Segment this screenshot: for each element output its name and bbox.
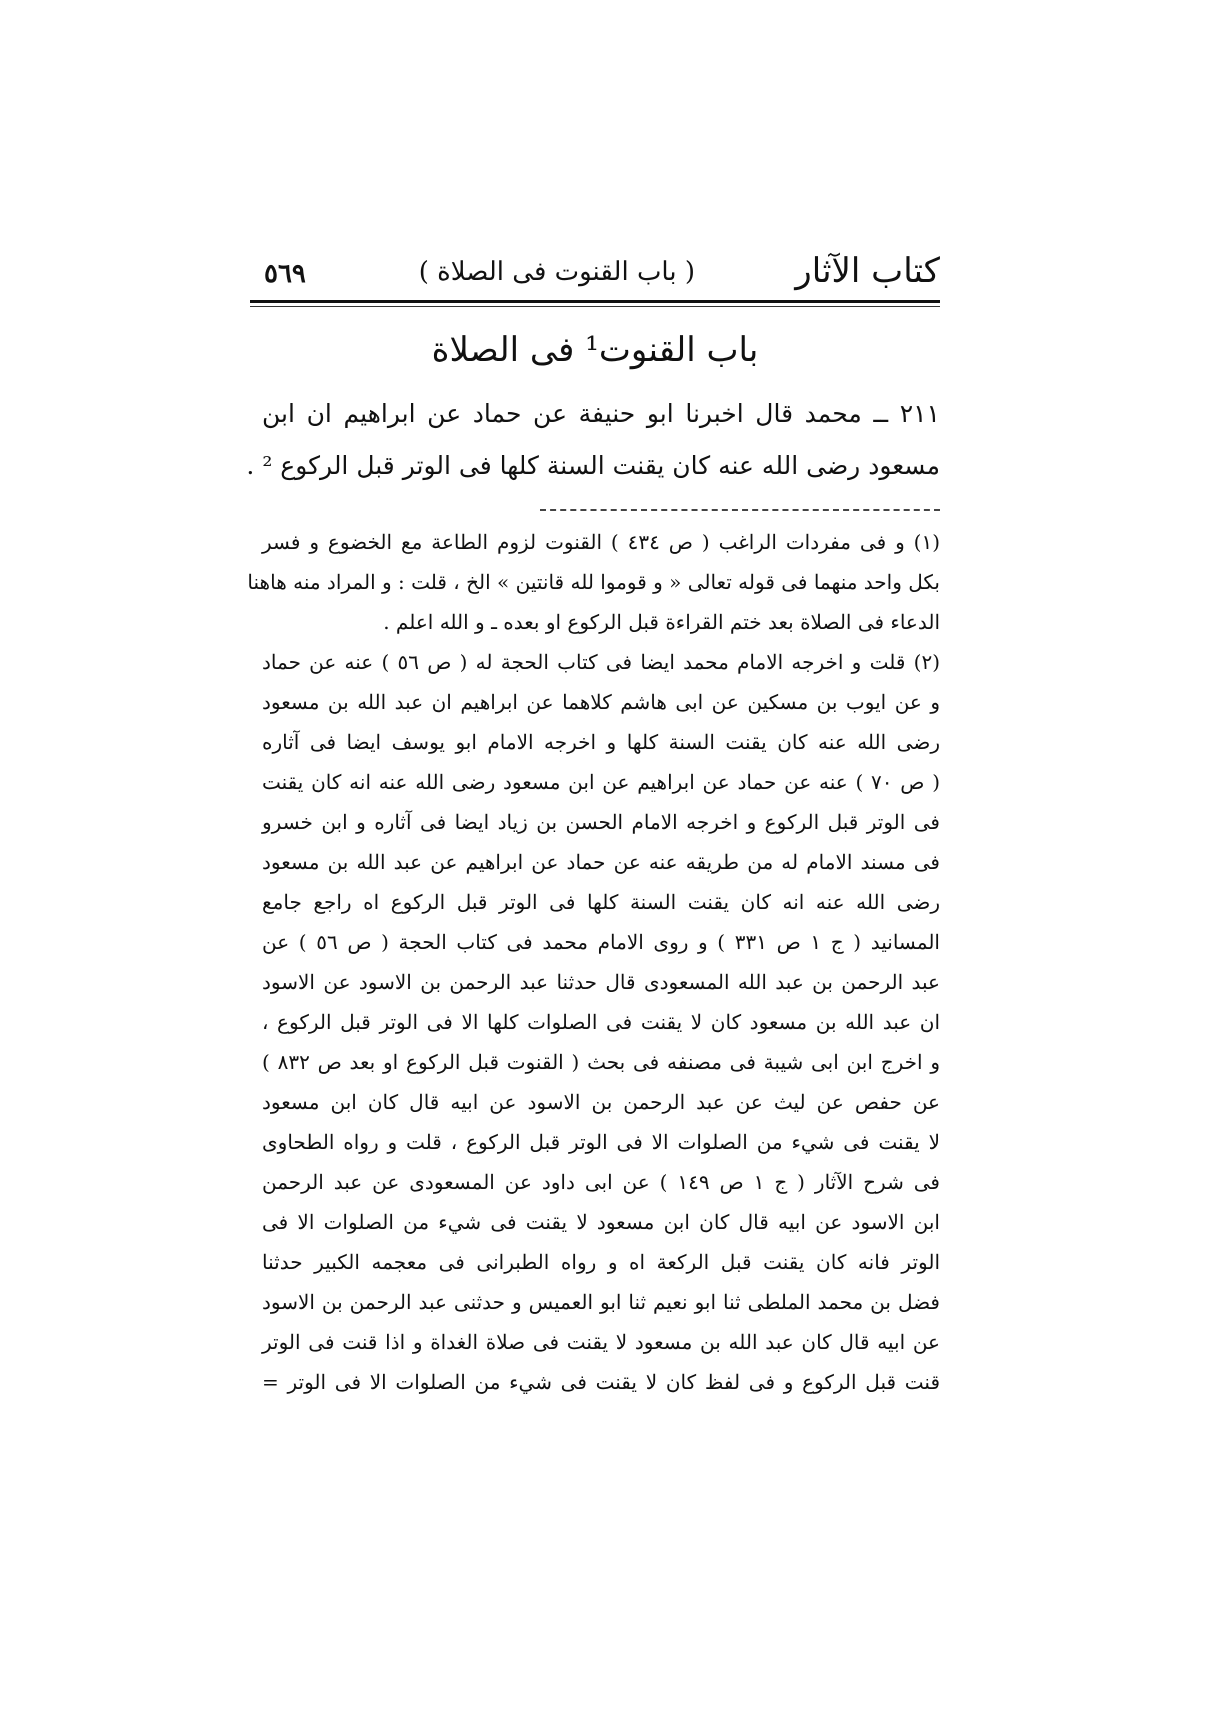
footnote-line: عن حفص عن ليث عن عبد الرحمن بن الاسود عن ابيه قال كان ابن مسعود: [262, 1090, 940, 1114]
footnote-line: فى مسند الامام له من طريقه عنه عن حماد عن ابراهيم عن عبد الله بن مسعود: [262, 850, 940, 874]
book-title: كتاب الآثار: [795, 251, 940, 291]
footnote-line: فى شرح الآثار ( ج ١ ص ١٤٩ ) عن ابى داود عن المسعودى عن عبد الرحمن: [262, 1170, 940, 1194]
footnote-line: فى الوتر قبل الركوع و اخرجه الامام الحسن بن زياد ايضا فى آثاره و ابن خسرو: [262, 810, 940, 834]
footnote-line: ابن الاسود عن ابيه قال كان ابن مسعود لا يقنت فى شيء من الصلوات الا فى: [262, 1210, 940, 1234]
footnote-line: بكل واحد منهما فى قوله تعالى « و قوموا لله قانتين » الخ ، قلت : و المراد منه هاهنا: [247, 570, 940, 594]
footnote-separator: [540, 509, 940, 511]
footnote-line: الوتر فانه كان يقنت قبل الركعة اه و رواه الطبرانى فى معجمه الكبير حدثنا: [262, 1250, 940, 1274]
footnote-line: الدعاء فى الصلاة بعد ختم القراءة قبل الركوع او بعده ـ و الله اعلم .: [383, 610, 940, 634]
footnotes: [247, 522, 940, 1402]
header-rule-thin: [250, 306, 940, 307]
footnote-line: رضى الله عنه انه كان يقنت السنة كلها فى الوتر قبل الركوع اه راجع جامع: [262, 890, 940, 914]
chapter-title: باب القنوت¹ فى الصلاة: [431, 330, 759, 370]
footnote-line: و اخرج ابن ابى شيبة فى مصنفه فى بحث ( القنوت قبل الركوع او بعد ص ٨٣٢ ): [262, 1050, 940, 1074]
header-rule-thick: [250, 300, 940, 303]
footnote-line: (١) و فى مفردات الراغب ( ص ٤٣٤ ) القنوت لزوم الطاعة مع الخضوع و فسر: [262, 530, 940, 554]
footnote-line: ( ص ٧٠ ) عنه عن حماد عن ابراهيم عن ابن مسعود رضى الله عنه انه كان يقنت: [262, 770, 940, 794]
footnote-line: رضى الله عنه كان يقنت السنة كلها و اخرجه الامام ابو يوسف ايضا فى آثاره: [262, 730, 940, 754]
running-chapter-title: ( باب القنوت فى الصلاة ): [418, 257, 695, 287]
footnote-line: المسانيد ( ج ١ ص ٣٣١ ) و روى الامام محمد فى كتاب الحجة ( ص ٥٦ ) عن: [262, 930, 940, 954]
hadith-text: [246, 388, 940, 492]
running-header: [250, 248, 940, 294]
footnote-line: ان عبد الله بن مسعود كان لا يقنت فى الصلوات كلها الا فى الوتر قبل الركوع ،: [262, 1010, 940, 1034]
footnote-line: فضل بن محمد الملطى ثنا ابو نعيم ثنا ابو العميس و حدثنى عبد الرحمن بن الاسود: [262, 1290, 940, 1314]
footnote-line: لا يقنت فى شيء من الصلوات الا فى الوتر قبل الركوع ، قلت و رواه الطحاوى: [262, 1130, 940, 1154]
hadith-line: ٢١١ ــ محمد قال اخبرنا ابو حنيفة عن حماد عن ابراهيم ان ابن: [262, 399, 940, 428]
footnote-line: قنت قبل الركوع و فى لفظ كان لا يقنت فى شيء من الصلوات الا فى الوتر =: [262, 1370, 940, 1394]
footnote-line: عن ابيه قال كان عبد الله بن مسعود لا يقنت فى صلاة الغداة و اذا قنت فى الوتر: [262, 1330, 940, 1354]
hadith-line: مسعود رضى الله عنه كان يقنت السنة كلها فى الوتر قبل الركوع ² .: [246, 451, 940, 480]
footnote-line: (٢) قلت و اخرجه الامام محمد ايضا فى كتاب الحجة له ( ص ٥٦ ) عنه عن حماد: [262, 650, 940, 674]
footnote-line: و عن ايوب بن مسكين عن ابى هاشم كلاهما عن ابراهيم ان عبد الله بن مسعود: [262, 690, 940, 714]
page-number: ٥٦٩: [264, 259, 306, 289]
footnote-line: عبد الرحمن بن عبد الله المسعودى قال حدثنا عبد الرحمن بن الاسود عن الاسود: [262, 970, 940, 994]
